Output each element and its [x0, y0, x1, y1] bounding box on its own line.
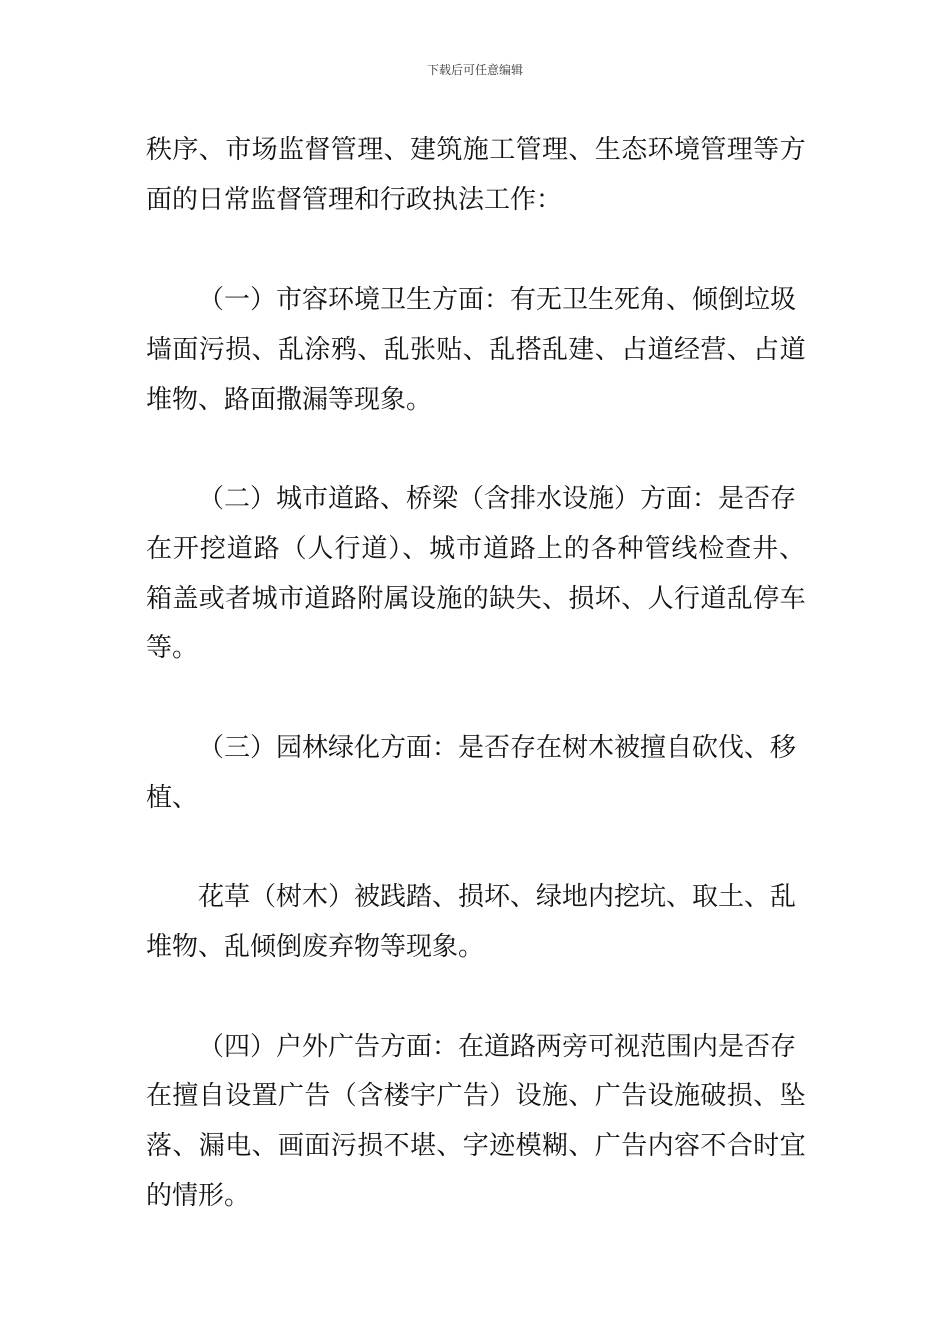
paragraph-2-line-1: （一）市容环境卫生方面：有无卫生死角、倾倒垃圾: [198, 285, 797, 315]
paragraph-3-line-2: 在开挖道路（人行道）、城市道路上的各种管线检查井、: [146, 534, 806, 564]
paragraph-2-line-2: 墙面污损、乱涂鸦、乱张贴、乱搭乱建、占道经营、占道: [146, 335, 806, 365]
paragraph-3-line-4: 等。: [146, 633, 199, 663]
paragraph-3-line-1: （二）城市道路、桥梁（含排水设施）方面：是否存: [198, 484, 797, 514]
paragraph-1-line-1: 秩序、市场监督管理、建筑施工管理、生态环境管理等方: [146, 135, 806, 165]
paragraph-3-line-3: 箱盖或者城市道路附属设施的缺失、损坏、人行道乱停车: [146, 584, 806, 614]
paragraph-1-line-2: 面的日常监督管理和行政执法工作：: [146, 185, 563, 215]
paragraph-4-line-1: （三）园林绿化方面：是否存在树木被擅自砍伐、移: [198, 733, 797, 763]
page-header: 下载后可任意编辑: [426, 63, 523, 77]
paragraph-5-line-2: 堆物、乱倾倒废弃物等现象。: [146, 932, 485, 962]
paragraph-6-line-2: 在擅自设置广告（含楼宇广告）设施、广告设施破损、坠: [146, 1081, 806, 1111]
paragraph-6-line-4: 的情形。: [146, 1181, 251, 1211]
paragraph-6-line-3: 落、漏电、画面污损不堪、字迹模糊、广告内容不合时宜: [146, 1131, 806, 1161]
paragraph-4-line-2: 植、: [146, 783, 199, 813]
paragraph-5-line-1: 花草（树木）被践踏、损坏、绿地内挖坑、取土、乱: [198, 882, 797, 912]
paragraph-2-line-3: 堆物、路面撒漏等现象。: [146, 385, 433, 415]
paragraph-6-line-1: （四）户外广告方面：在道路两旁可视范围内是否存: [198, 1032, 797, 1062]
